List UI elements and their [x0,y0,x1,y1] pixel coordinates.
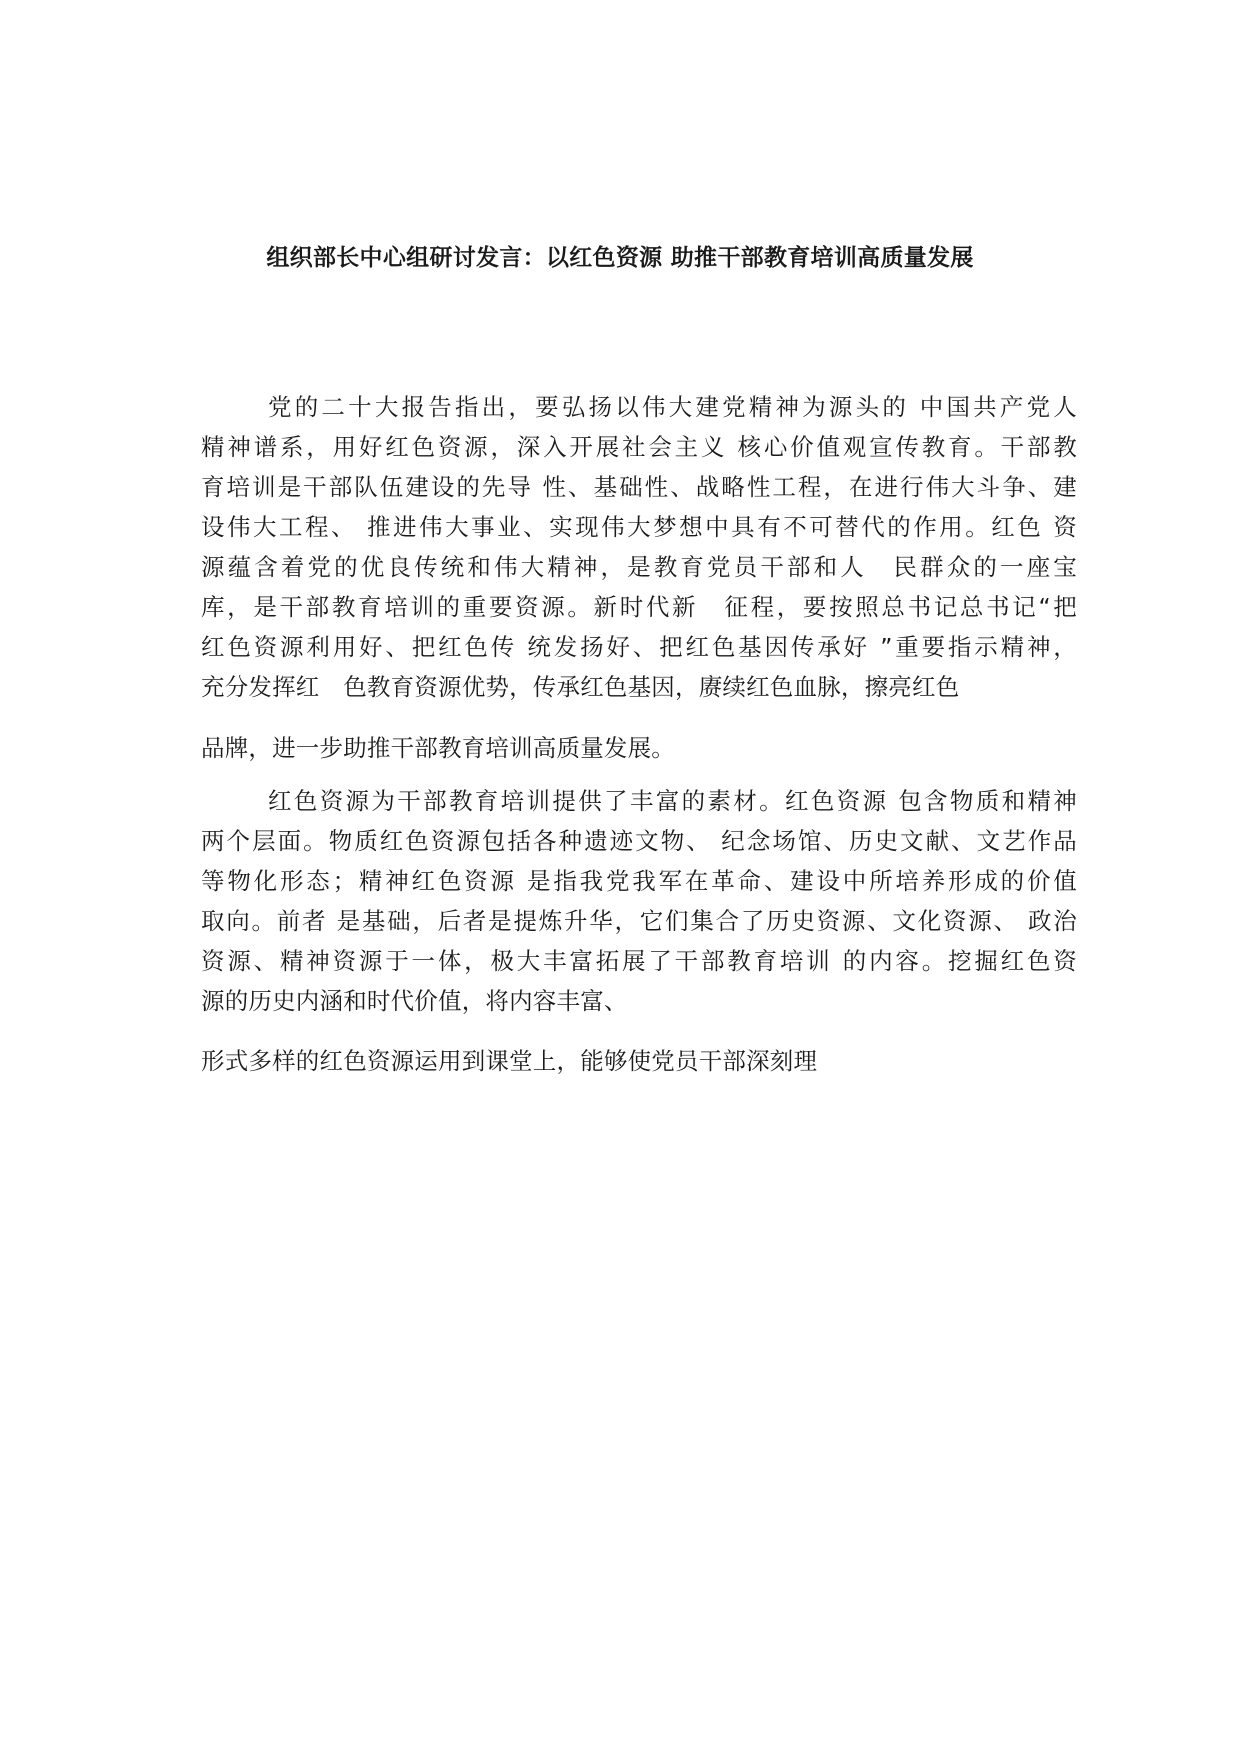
paragraph-2-line-6: 源的历史内涵和时代价值，将内容丰富、 [201,987,628,1015]
paragraph-2-end-line: 形式多样的红色资源运用到课堂上，能够使党员干部深刻理 [201,1047,818,1075]
paragraph-2-line-3: 等物化形态；精神红色资源 是指我党我军在革命、建设中所培养形成的价值 [201,867,1077,895]
document-title: 组织部长中心组研讨发言：以红色资源 助推干部教育培训高质量发展 [266,245,974,271]
paragraph-1-line-8: 充分发挥红 色教育资源优势，传承红色基因，赓续红色血脉，擦亮红色 [201,673,960,701]
paragraph-1-line-5: 源蕴含着党的优良传统和伟大精神，是教育党员干部和人 民群众的一座宝 [201,553,1077,581]
paragraph-1-line-4: 设伟大工程、 推进伟大事业、实现伟大梦想中具有不可替代的作用。红色 资 [201,513,1077,541]
paragraph-2-line-4: 取向。前者 是基础，后者是提炼升华，它们集合了历史资源、文化资源、 政治 [201,907,1077,935]
paragraph-2-line-2: 两个层面。物质红色资源包括各种遗迹文物、 纪念场馆、历史文献、文艺作品 [201,827,1077,855]
paragraph-2-line-5: 资源、精神资源于一体，极大丰富拓展了干部教育培训 的内容。挖掘红色资 [201,947,1077,975]
paragraph-1-line-1: 党的二十大报告指出，要弘扬以伟大建党精神为源头的 中国共产党人 [268,393,1077,421]
paragraph-1-line-2: 精神谱系，用好红色资源，深入开展社会主义 核心价值观宣传教育。干部教 [201,433,1077,461]
paragraph-1-line-6: 库，是干部教育培训的重要资源。新时代新 征程，要按照总书记总书记“把 [201,593,1077,621]
paragraph-1-line-3: 育培训是干部队伍建设的先导 性、基础性、战略性工程，在进行伟大斗争、建 [201,473,1077,501]
paragraph-1-line-7: 红色资源利用好、把红色传 统发扬好、把红色基因传承好 ”重要指示精神， [201,633,1077,661]
paragraph-1-end-line: 品牌，进一步助推干部教育培训高质量发展。 [201,734,675,762]
paragraph-2-line-1: 红色资源为干部教育培训提供了丰富的素材。红色资源 包含物质和精神 [268,787,1077,815]
